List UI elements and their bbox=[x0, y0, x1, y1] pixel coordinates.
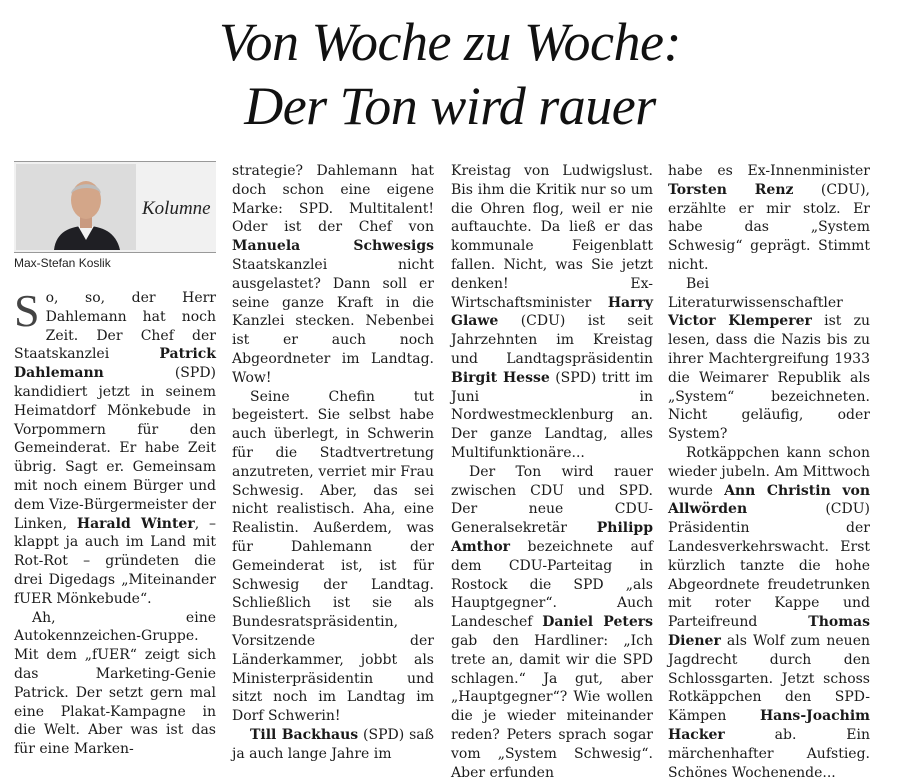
text: , – klappt ja auch im Land mit Rot-Rot – gründeten die drei Digedags „Miteinander fUER Mönkebude“. bbox=[14, 515, 217, 607]
headline-line-2: Der Ton wird rauer bbox=[244, 76, 656, 136]
article-column-3 bbox=[451, 162, 653, 782]
paragraph bbox=[232, 162, 434, 388]
text: o, so, der Herr Dahlemann hat noch Zeit. Der Chef der Staatskanzlei bbox=[14, 290, 216, 363]
text: Rotkäppchen kann schon wieder jubeln. Am Mittwoch wurde bbox=[668, 444, 870, 499]
person-name: Harry Glawe bbox=[451, 294, 653, 330]
person-name: Till Backhaus bbox=[250, 726, 359, 743]
text: (CDU), erzählte er mir stolz. Er habe das „System Schwesig“ geprägt. Stimmt nicht. bbox=[668, 181, 870, 273]
person-name: Victor Klemperer bbox=[668, 313, 812, 330]
paragraph bbox=[451, 162, 653, 463]
text: (CDU) Präsidentin der Landesverkehrswacht. Erst kürzlich tanzte die hohe Abgeordnete freudetrunken mit roter Kappe und Parteifreund bbox=[668, 501, 870, 631]
paragraph: Ah, eine Autokennzeichen-Gruppe. Mit dem „fUER“ zeigt sich das Marketing-Genie Patrick. Der setzt gern mal eine Plakat-Kampagne in die Welt. Aber was ist das für eine Marken- bbox=[14, 609, 216, 758]
person-name: Hans-Joachim Hacker bbox=[668, 708, 870, 743]
text: ist zu lesen, dass die Nazis bis zu ihrer Machtergreifung 1933 die Weimarer Republik als „System“ bezeichneten. Nicht geläufig, oder System? bbox=[668, 313, 870, 443]
text: strategie? Dahlemann hat doch schon eine eigene Marke: SPD. Multitalent! Oder ist der Chef von bbox=[232, 163, 434, 236]
author-caption: Max-Stefan Koslik bbox=[14, 256, 111, 270]
text: gab den Hardliner: „Ich trete an, damit wir die SPD schlagen.“ Ja gut, aber „Hauptgegner“? Wie wollen die je wieder miteinander reden? Peters sprach sogar vom „System Schwesig“. Aber erfunden bbox=[451, 632, 653, 781]
person-name: Torsten Renz bbox=[668, 181, 794, 198]
person-name: Ann Christin von Allwörden bbox=[668, 482, 871, 518]
text: Der Ton wird rauer zwischen CDU und SPD. Der neue CDU-Generalsekretär bbox=[451, 463, 653, 537]
person-name: Daniel Peters bbox=[542, 614, 653, 631]
text: Bei Literaturwissenschaftler bbox=[668, 275, 843, 311]
text: als Wolf zum neuen Jagdrecht durch den Schlossgarten. Jetzt schoss Rotkäppchen den SPD-Kämpen bbox=[668, 632, 870, 725]
person-name: Manuela Schwesigs bbox=[232, 238, 434, 255]
person-name: Thomas Diener bbox=[668, 614, 870, 649]
text: Kreistag von Ludwigslust. Bis ihm die Kritik nur so um die Ohren flog, weil er nie auftauchte. Da ließ er das kommunale Feigenblatt fallen. Nicht, was Sie jetzt denken! Ex-Wirtschaftsminister bbox=[451, 163, 653, 311]
person-name: Patrick Dahlemann bbox=[14, 346, 216, 382]
paragraph bbox=[451, 463, 653, 782]
text: (SPD) tritt im Juni in Nordwestmecklenburg an. Der ganze Landtag, alles Multifunktionäre... bbox=[451, 369, 654, 461]
text: bezeichnete auf dem CDU-Parteitag in Rostock die SPD „als Hauptgegner“. Auch Landeschef bbox=[451, 538, 653, 631]
text: ab. Ein märchenhafter Aufstieg. Schönes Wochenende... bbox=[668, 726, 870, 781]
column-label: Kolumne bbox=[142, 198, 211, 219]
text: (CDU) ist seit Jahrzehnten im Kreistag und Landtagspräsidentin bbox=[451, 313, 653, 367]
article-column-1 bbox=[14, 285, 217, 759]
text: habe es Ex-Innenminister bbox=[668, 163, 870, 179]
person-name: Philipp Amthor bbox=[451, 520, 653, 555]
paragraph bbox=[232, 726, 434, 764]
text: Staatskanzlei nicht ausgelastet? Dann soll er seine ganze Kraft in die Kanzlei stecken. Nebenbei ist er auch noch Abgeordneter im Landtag. Wow! bbox=[232, 256, 434, 386]
article-column-2 bbox=[232, 162, 434, 764]
author-photo-box bbox=[14, 161, 216, 253]
paragraph: Seine Chefin tut begeistert. Sie selbst habe auch überlegt, in Schwerin für die Stadtvertretung anzutreten, verriet mir Frau Schwesig. Aber, das sei nicht realistisch. Aha, eine Realistin. Außerdem, was für Dahlemann der Gemeinderat ist, ist für Schwesig der Landtag. Schließlich ist sie als Bundesratspräsidentin, Vorsitzende der Länderkammer, jobbt als Ministerpräsidentin und sitzt noch im Landtag im Dorf Schwerin! bbox=[232, 388, 434, 725]
text: (SPD) saß ja auch lange Jahre im bbox=[232, 726, 434, 762]
headline bbox=[0, 10, 900, 138]
article-column-4 bbox=[668, 162, 870, 782]
author-photo bbox=[16, 164, 136, 250]
person-name: Birgit Hesse bbox=[451, 369, 550, 386]
paragraph bbox=[668, 275, 870, 444]
author-portrait-image bbox=[16, 164, 136, 250]
paragraph bbox=[668, 444, 870, 782]
person-name: Harald Winter bbox=[76, 515, 195, 532]
text: (SPD) kandidiert jetzt in seinem Heimatdorf Mönkebude in Vorpommern für den Gemeinderat. Er habe Zeit übrig. Sagt er. Gemeinsam mit noch einem Bürger und dem Vize-Bürgermeister der Linken, bbox=[14, 365, 216, 532]
headline-line-1: Von Woche zu Woche: bbox=[219, 12, 681, 72]
drop-cap: S bbox=[14, 285, 40, 336]
paragraph bbox=[668, 162, 870, 275]
